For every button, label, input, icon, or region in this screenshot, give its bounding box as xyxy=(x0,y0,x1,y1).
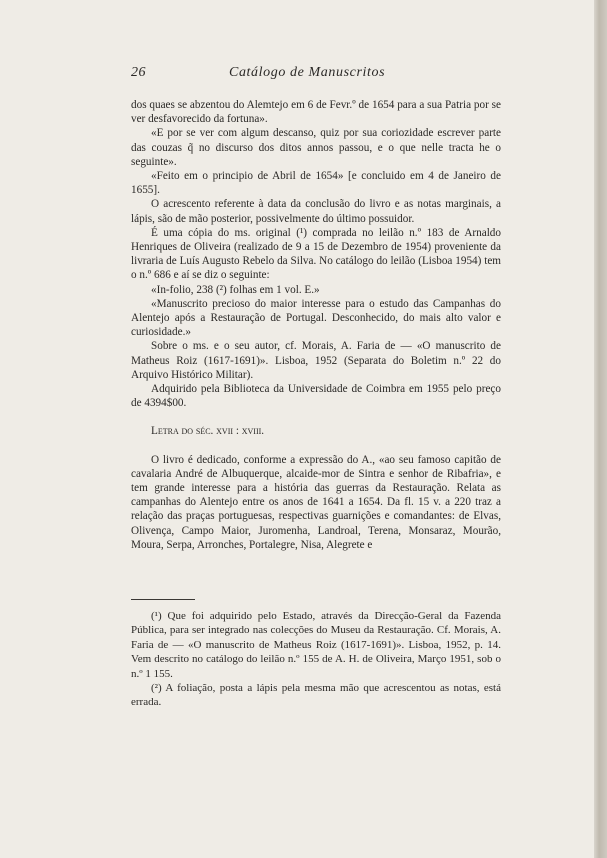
paragraph-10: O livro é dedicado, conforme a expressão do A., «ao seu famoso capitão de cavalaria André de Albuquerque, alcaide-mor de Sintra e senhor de Ribafria», e tem grande interesse para a história das guerras da Restauração. Relata as campanhas do Alentejo entre os anos de 1641 a 1654. Da fl. 15 v. a 220 traz a relação das praças portuguesas, respectivas guarnições e comandantes: de Elvas, Olivença, Campo Maior, Juromenha, Landroal, Terena, Monsaraz, Mourão, Moura, Serpa, Arronches, Portalegre, Nisa, Alegrete e xyxy=(131,453,501,551)
script-date-line: Letra do séc. xvii : xviii. xyxy=(151,425,265,438)
paragraph-6: «In-folio, 238 (²) folhas em 1 vol. E.» xyxy=(151,283,320,296)
paragraph-1: dos quaes se abzentou do Alemtejo em 6 de Fevr.º de 1654 para a sua Patria por se ver desfavorecido da fortuna». xyxy=(131,99,501,126)
page-edge-shadow xyxy=(594,0,607,858)
running-title: Catálogo de Manuscritos xyxy=(229,65,386,80)
paragraph-4: O acrescento referente à data da conclusão do livro e as notas marginais, a lápis, são de mão posterior, possivelmente do último possuidor. xyxy=(131,198,501,225)
paragraph-9: Adquirido pela Biblioteca da Universidade de Coimbra em 1955 pelo preço de 4394$00. xyxy=(131,383,501,410)
spacer xyxy=(131,439,501,453)
paragraph-5: É uma cópia do ms. original (¹) comprada no leilão n.º 183 de Arnaldo Henriques de Oliveira (realizado de 9 a 15 de Dezembro de 1954) proveniente da livraria de Luís Augusto Rebelo da Silva. No catálogo do leilão (Lisboa 1954) tem o n.º 686 e aí se diz o seguinte: xyxy=(131,226,501,282)
page-header xyxy=(131,65,501,85)
main-text xyxy=(131,98,501,552)
footnote-2: (²) A foliação, posta a lápis pela mesma mão que acrescentou as notas, está errada. xyxy=(131,682,501,709)
footnote-divider xyxy=(131,599,195,600)
paragraph-7: «Manuscrito precioso do maior interesse para o estudo das Campanhas do Alentejo após a Restauração de Portugal. Desconhecido, do mais alto valor e curiosidade.» xyxy=(131,297,501,339)
paragraph-8: Sobre o ms. e o seu autor, cf. Morais, A. Faria de — «O manuscrito de Matheus Roiz (1617-1691)». Lisboa, 1952 (Separata do Boletim n.º 22 do Arquivo Histórico Militar). xyxy=(131,340,501,381)
footnotes xyxy=(131,609,501,710)
footnote-1: (¹) Que foi adquirido pelo Estado, através da Direcção-Geral da Fazenda Pública, para ser integrado nas colecções do Museu da Restauração. Cf. Morais, A. Faria de — «O manuscrito de Matheus Roiz (1617-1691)». Lisboa, 1952, p. 14. Vem descrito no catálogo do leilão n.º 155 de A. H. de Oliveira, Março 1951, sob o n.º 1 155. xyxy=(131,610,501,680)
paragraph-3: «Feito em o principio de Abril de 1654» [e concluido em 4 de Janeiro de 1655]. xyxy=(131,170,501,197)
page-number: 26 xyxy=(131,65,146,80)
spacer xyxy=(131,410,501,424)
paragraph-2: «E por se ver com algum descanso, quiz por sua coriozidade escrever parte das couzas q̃ no discurso dos ditos annos passou, e o que nelle tracta he o seguinte». xyxy=(131,127,501,168)
